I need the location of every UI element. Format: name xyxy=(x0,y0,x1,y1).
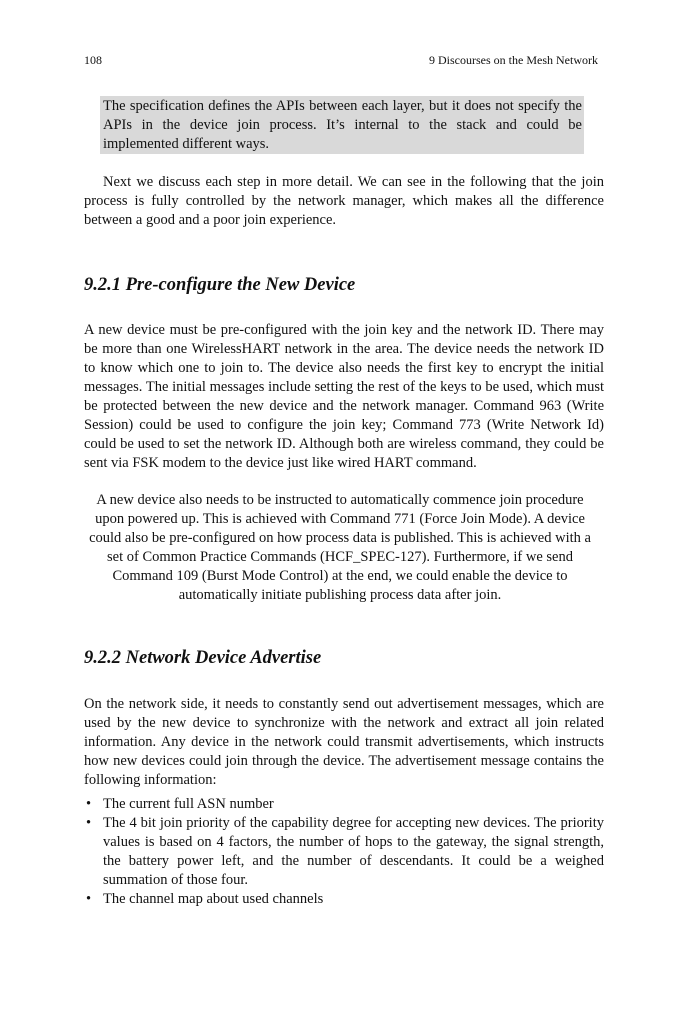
highlighted-note: The specification defines the APIs between each layer, but it does not specify the APIs in the device join process. It’s internal to the stack and could be implemented different ways. xyxy=(100,96,584,154)
page-number: 108 xyxy=(84,53,102,67)
intro-paragraph: Next we discuss each step in more detail. We can see in the following that the join process is fully controlled by the network manager, which makes all the difference between a good and a poor join experience. xyxy=(84,174,604,228)
list-item: • The 4 bit join priority of the capability degree for accepting new devices. The priority values is based on 4 factors, the number of hops to the gateway, the signal strength, the battery power left, and the number of descendants. It could be a weighed summation of those four. xyxy=(86,815,604,888)
section-heading-advertise: 9.2.2 Network Device Advertise xyxy=(84,648,322,668)
section-1-paragraph-2: A new device also needs to be instructed to automatically commence join procedure upon powered up. This is achieved with Command 771 (Force Join Mode). A device could also be pre-configured on how process data is published. This is achieved with a set of Common Practice Commands (HCF_SPEC-127). Furthermore, if we send Command 109 (Burst Mode Control) at the end, we could enable the device to automatically initiate publishing process data after join. xyxy=(89,492,591,603)
list-item: • The current full ASN number xyxy=(86,796,274,812)
bullet-icon: • xyxy=(86,796,92,812)
running-header xyxy=(84,53,598,71)
running-title: 9 Discourses on the Mesh Network xyxy=(429,53,598,67)
list-item: • The channel map about used channels xyxy=(86,891,324,907)
bullet-icon: • xyxy=(86,815,92,831)
advertisement-info-list xyxy=(84,795,604,909)
section-1-paragraph-1: A new device must be pre-configured with the join key and the network ID. There may be more than one WirelessHART network in the area. The device needs the network ID to know which one to join to. The device also needs the first key to encrypt the initial messages. The initial messages include setting the rest of the keys to be used, which must be protected between the new device and the network manager. Command 963 (Write Session) could be used to configure the join key; Command 773 (Write Network Id) could be used to set the network ID. Although both are wireless command, they could be sent via FSK modem to the device just like wired HART command. xyxy=(84,322,604,471)
section-2-paragraph: On the network side, it needs to constantly send out advertisement messages, which are used by the new device to synchronize with the network and extract all join related information. Any device in the network could transmit advertisements, which instructs how new devices could join through the device. The advertisement message contains the following information: xyxy=(84,696,604,788)
bullet-icon: • xyxy=(86,891,92,907)
section-heading-preconfigure: 9.2.1 Pre-configure the New Device xyxy=(84,275,356,295)
